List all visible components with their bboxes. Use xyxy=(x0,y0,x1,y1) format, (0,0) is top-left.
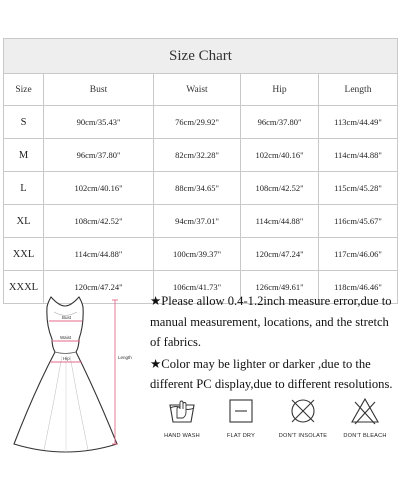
table-row xyxy=(4,205,398,238)
cell-size: XL xyxy=(4,205,44,238)
dress-outline xyxy=(14,297,117,452)
size-chart xyxy=(3,38,397,304)
cell-bust: 90cm/35.43" xyxy=(44,106,154,139)
cell-bust: 114cm/44.88" xyxy=(44,238,154,271)
size-chart-body xyxy=(4,74,398,304)
bust-label: Bust xyxy=(62,315,72,320)
care-do-not-bleach xyxy=(336,396,394,439)
header-length: Length xyxy=(319,74,398,106)
do-not-insolate-icon xyxy=(288,396,318,426)
cell-waist: 88cm/34.65" xyxy=(154,172,241,205)
cell-length: 113cm/44.49" xyxy=(319,106,398,139)
cell-bust: 120cm/47.24" xyxy=(44,271,154,304)
cell-size: XXXL xyxy=(4,271,44,304)
cell-hip: 108cm/42.52" xyxy=(241,172,319,205)
table-row xyxy=(4,238,398,271)
care-flat-dry xyxy=(212,396,270,439)
dress-diagram xyxy=(4,292,142,477)
cell-waist: 106cm/41.73" xyxy=(154,271,241,304)
care-hand-wash xyxy=(153,396,211,439)
header-hip: Hip xyxy=(241,74,319,106)
cell-bust: 96cm/37.80" xyxy=(44,139,154,172)
header-size: Size xyxy=(4,74,44,106)
care-label-do-not-insolate: DON'T INSOLATE xyxy=(278,433,328,439)
care-label-flat-dry: FLAT DRY xyxy=(226,433,256,439)
size-chart-title: Size Chart xyxy=(4,39,398,74)
cell-waist: 94cm/37.01" xyxy=(154,205,241,238)
cell-length: 118cm/46.46" xyxy=(319,271,398,304)
care-instructions xyxy=(150,396,396,476)
header-row xyxy=(4,74,398,106)
table-row xyxy=(4,139,398,172)
cell-bust: 102cm/40.16" xyxy=(44,172,154,205)
care-label-do-not-bleach: DON'T BLEACH xyxy=(343,433,387,439)
table-row xyxy=(4,172,398,205)
cell-size: M xyxy=(4,139,44,172)
cell-waist: 100cm/39.37" xyxy=(154,238,241,271)
cell-waist: 82cm/32.28" xyxy=(154,139,241,172)
waist-label: Waist xyxy=(60,335,72,340)
notes xyxy=(150,291,396,395)
cell-hip: 120cm/47.24" xyxy=(241,238,319,271)
cell-hip: 96cm/37.80" xyxy=(241,106,319,139)
cell-length: 117cm/46.06" xyxy=(319,238,398,271)
length-label: Length xyxy=(118,355,132,360)
care-label-hand-wash: HAND WASH xyxy=(164,433,200,439)
cell-length: 114cm/44.88" xyxy=(319,139,398,172)
cell-hip: 102cm/40.16" xyxy=(241,139,319,172)
header-bust: Bust xyxy=(44,74,154,106)
color-note: ★Color may be lighter or darker ,due to the different PC display,due to different resolutions. xyxy=(150,356,393,391)
size-chart-table xyxy=(3,38,398,304)
cell-size: XXL xyxy=(4,238,44,271)
cell-hip: 126cm/49.61" xyxy=(241,271,319,304)
cell-bust: 108cm/42.52" xyxy=(44,205,154,238)
cell-hip: 114cm/44.88" xyxy=(241,205,319,238)
cell-length: 115cm/45.28" xyxy=(319,172,398,205)
cell-size: L xyxy=(4,172,44,205)
hip-label: Hip xyxy=(63,356,70,361)
care-do-not-insolate xyxy=(274,396,332,439)
measure-error-note: ★Please allow 0.4-1.2inch measure error,due to manual measurement, locations, and the stretch of fabrics. xyxy=(150,294,392,349)
do-not-bleach-icon xyxy=(350,396,380,426)
header-waist: Waist xyxy=(154,74,241,106)
cell-waist: 76cm/29.92" xyxy=(154,106,241,139)
cell-size: S xyxy=(4,106,44,139)
flat-dry-icon xyxy=(226,396,256,426)
dress-illustration-icon xyxy=(4,292,142,477)
hand-wash-icon xyxy=(167,396,197,426)
cell-length: 116cm/45.67" xyxy=(319,205,398,238)
table-row xyxy=(4,106,398,139)
